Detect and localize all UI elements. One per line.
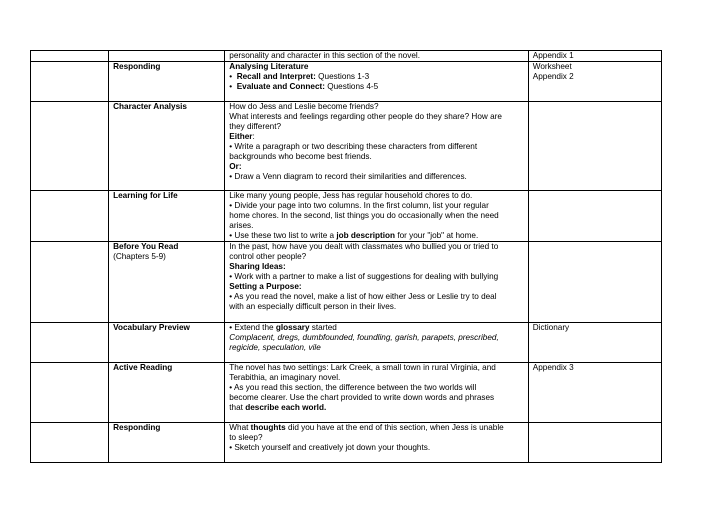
section-cell	[109, 323, 225, 363]
content-heading: Sharing Ideas:	[229, 262, 286, 271]
blank-cell	[31, 242, 109, 323]
content-line: home chores. In the second, list things you do occasionally when the need	[229, 211, 499, 220]
vocabulary-list: Complacent, dregs, dumbfounded, foundling, garish, parapets, prescribed,	[229, 333, 499, 342]
section-title: Learning for Life	[113, 191, 178, 200]
section-title: Active Reading	[113, 363, 173, 372]
blank-cell	[31, 191, 109, 242]
resource-item: Appendix 3	[532, 363, 574, 372]
section-cell	[109, 62, 225, 102]
content-line: • Work with a partner to make a list of suggestions for dealing with bullying	[229, 272, 499, 281]
resources-cell	[528, 323, 661, 363]
section-cell	[109, 423, 225, 463]
section-cell	[109, 363, 225, 423]
lesson-plan-table	[30, 50, 662, 463]
content-line: with an especially difficult person in their lives.	[229, 302, 397, 311]
blank-cell	[31, 102, 109, 191]
resources-cell	[528, 62, 661, 102]
vocabulary-list: regicide, speculation, vile	[229, 343, 321, 352]
content-cell	[225, 423, 528, 463]
resources-cell	[528, 102, 661, 191]
content-line: What thoughts did you have at the end of this section, when Jess is unable	[229, 423, 504, 432]
content-heading: Analysing Literature	[229, 62, 309, 71]
section-cell	[109, 102, 225, 191]
table-row	[31, 363, 662, 423]
blank-cell	[31, 363, 109, 423]
resource-item: Dictionary	[532, 323, 570, 332]
content-line: • Recall and Interpret: Questions 1-3	[229, 72, 370, 81]
section-title: Before You Read	[113, 242, 179, 251]
section-title: Vocabulary Preview	[113, 323, 190, 332]
content-cell	[225, 191, 528, 242]
content-heading: Setting a Purpose:	[229, 282, 302, 291]
content-line: Like many young people, Jess has regular household chores to do.	[229, 191, 473, 200]
content-line: • As you read this section, the difference between the two worlds will	[229, 383, 477, 392]
content-line: The novel has two settings: Lark Creek, a small town in rural Virginia, and	[229, 363, 496, 372]
content-line: Terabithia, an imaginary novel.	[229, 373, 341, 382]
table-row	[31, 242, 662, 323]
blank-cell	[31, 323, 109, 363]
section-cell	[109, 191, 225, 242]
resource-item: Appendix 2	[532, 72, 574, 81]
content-line: • Draw a Venn diagram to record their similarities and differences.	[229, 172, 467, 181]
content-line: personality and character in this section of the novel.	[229, 51, 420, 60]
table-row	[31, 62, 662, 102]
content-line: What interests and feelings regarding other people do they share? How are	[229, 112, 502, 121]
content-line: backgrounds who become best friends.	[229, 152, 372, 161]
section-title: Responding	[113, 62, 161, 71]
content-line: Either:	[229, 132, 255, 141]
table-row	[31, 51, 662, 62]
section-subtitle: (Chapters 5-9)	[113, 252, 166, 261]
content-line: they different?	[229, 122, 282, 131]
section-title: Character Analysis	[113, 102, 187, 111]
blank-cell	[31, 51, 109, 62]
content-line: that describe each world.	[229, 403, 327, 412]
content-cell	[225, 242, 528, 323]
table-row	[31, 102, 662, 191]
table-row	[31, 423, 662, 463]
resources-cell	[528, 363, 661, 423]
content-cell	[225, 62, 528, 102]
resources-cell	[528, 423, 661, 463]
content-cell	[225, 323, 528, 363]
content-cell	[225, 51, 528, 62]
content-line: • Write a paragraph or two describing these characters from different	[229, 142, 478, 151]
resource-item: Appendix 1	[532, 51, 574, 60]
content-line: • Divide your page into two columns. In the first column, list your regular	[229, 201, 489, 210]
section-cell	[109, 51, 225, 62]
content-line: become clearer. Use the chart provided to write down words and phrases	[229, 393, 495, 402]
content-line: • As you read the novel, make a list of how either Jess or Leslie try to deal	[229, 292, 497, 301]
content-line: How do Jess and Leslie become friends?	[229, 102, 379, 111]
resources-cell	[528, 242, 661, 323]
blank-cell	[31, 423, 109, 463]
blank-cell	[31, 62, 109, 102]
content-line: arises.	[229, 221, 254, 230]
content-line: to sleep?	[229, 433, 263, 442]
content-line: • Use these two list to write a job description for your "job" at home.	[229, 231, 479, 240]
content-cell	[225, 363, 528, 423]
resource-item: Worksheet	[532, 62, 572, 71]
table-row	[31, 323, 662, 363]
content-line: In the past, how have you dealt with classmates who bullied you or tried to	[229, 242, 499, 251]
section-cell	[109, 242, 225, 323]
content-line: • Extend the glossary started	[229, 323, 337, 332]
content-line: Or:	[229, 162, 242, 171]
resources-cell	[528, 51, 661, 62]
section-title: Responding	[113, 423, 161, 432]
content-cell	[225, 102, 528, 191]
content-line: • Sketch yourself and creatively jot down your thoughts.	[229, 443, 431, 452]
content-line: control other people?	[229, 252, 307, 261]
table-row	[31, 191, 662, 242]
content-line: • Evaluate and Connect: Questions 4-5	[229, 82, 379, 91]
resources-cell	[528, 191, 661, 242]
